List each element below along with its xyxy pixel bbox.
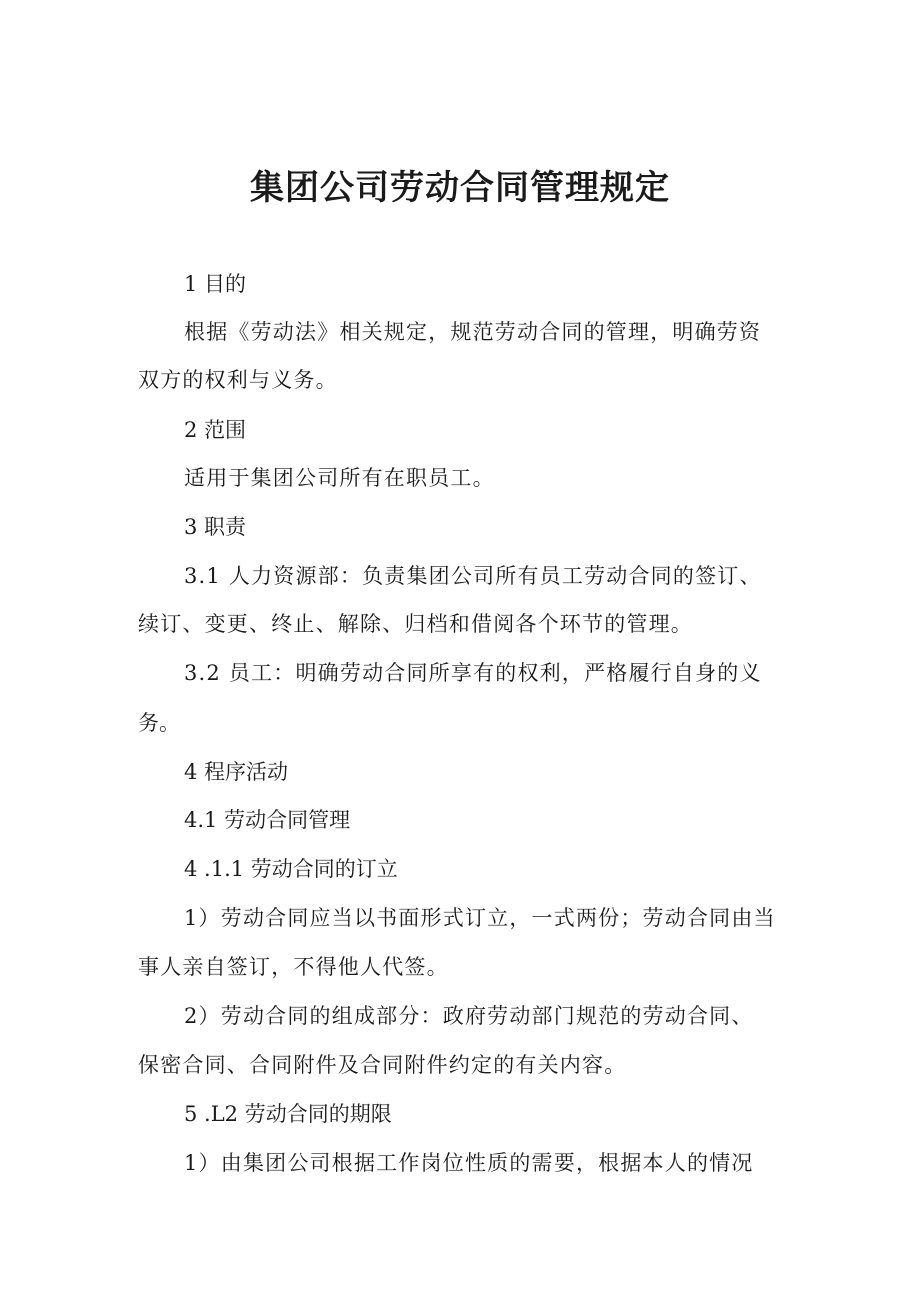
document-title: 集团公司劳动合同管理规定 <box>250 168 670 208</box>
paragraph-line: 务。 <box>138 711 180 735</box>
paragraph-line: 根据《劳动法》相关规定，规范劳动合同的管理，明确劳资 <box>184 320 762 344</box>
subsection-heading: 4 .1.1 劳动合同的订立 <box>184 857 398 881</box>
section-heading-scope: 2 范围 <box>184 418 247 442</box>
paragraph-line: 事人亲自签订，不得他人代签。 <box>138 955 449 979</box>
paragraph-line: 1）由集团公司根据工作岗位性质的需要，根据本人的情况 <box>184 1151 754 1175</box>
paragraph-line: 双方的权利与义务。 <box>138 368 338 392</box>
section-heading-purpose: 1 目的 <box>184 272 247 296</box>
section-heading-responsibilities: 3 职责 <box>184 515 247 539</box>
paragraph-line: 适用于集团公司所有在职员工。 <box>184 466 495 490</box>
paragraph-line: 2）劳动合同的组成部分：政府劳动部门规范的劳动合同、 <box>184 1004 754 1028</box>
paragraph-line: 保密合同、合同附件及合同附件约定的有关内容。 <box>138 1053 627 1077</box>
subsection-heading: 4.1 劳动合同管理 <box>184 808 351 832</box>
paragraph-line: 1）劳动合同应当以书面形式订立，一式两份；劳动合同由当 <box>184 906 776 930</box>
subsection-heading: 5 .L2 劳动合同的期限 <box>184 1102 392 1126</box>
paragraph-line: 3.1 人力资源部：负责集团公司所有员工劳动合同的签订、 <box>184 564 762 588</box>
paragraph-line: 3.2 员工：明确劳动合同所享有的权利，严格履行自身的义 <box>184 661 762 685</box>
section-heading-procedures: 4 程序活动 <box>184 760 289 784</box>
paragraph-line: 续订、变更、终止、解除、归档和借阅各个环节的管理。 <box>138 612 693 636</box>
